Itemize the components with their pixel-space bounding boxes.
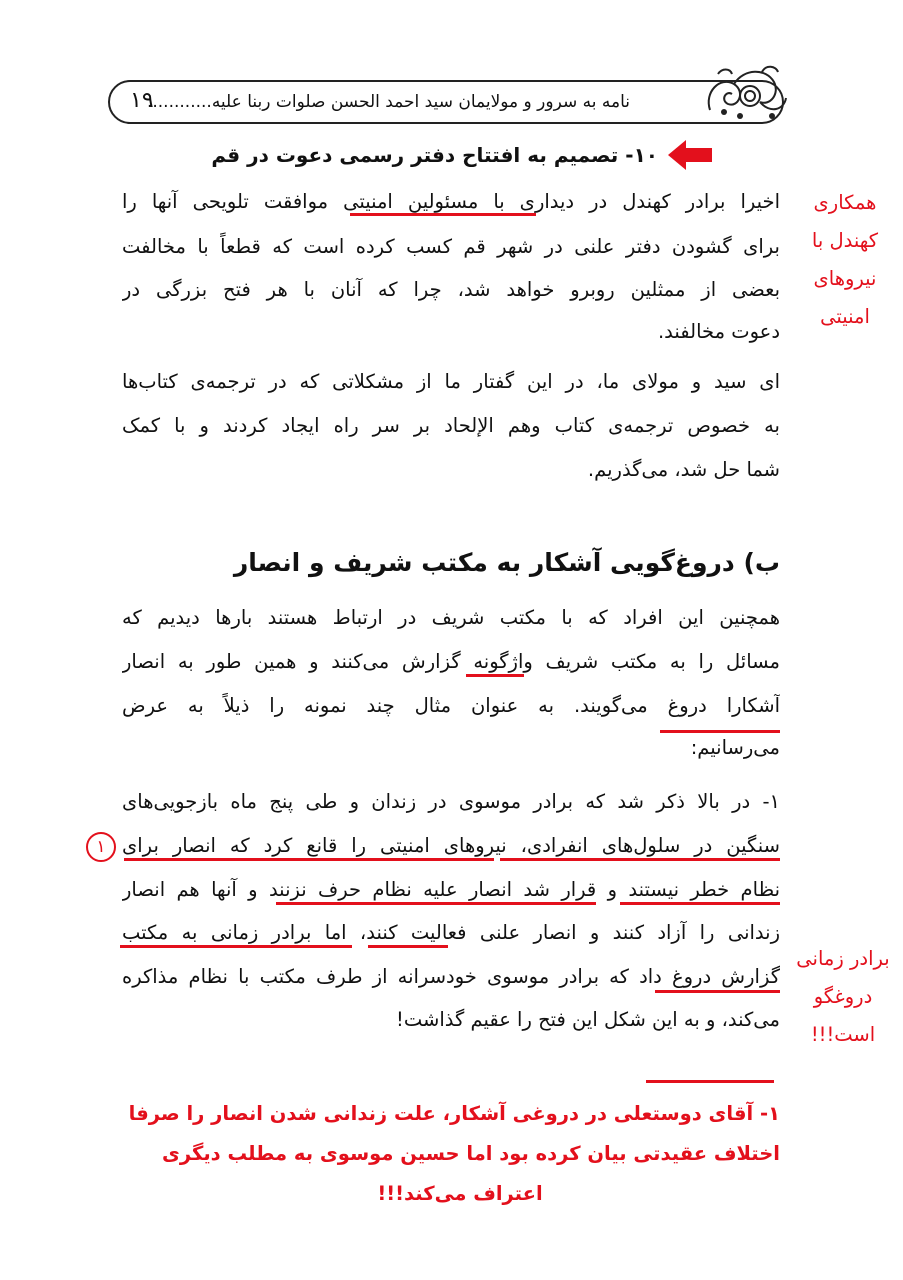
highlight-underline (368, 945, 448, 948)
highlight-underline (646, 1080, 774, 1083)
highlight-underline (660, 730, 780, 733)
section-10-heading: ۱۰- تصمیم به افتتاح دفتر رسمی دعوت در قم (211, 143, 658, 167)
body-line: بعضی از ممثلین روبرو خواهد شد، چرا که آنان با هر فتح بزرگی در (122, 278, 780, 301)
note-line: نیروهای (813, 267, 877, 290)
body-line: اخیرا برادر کهندل در دیداری با مسئولین امنیتی موافقت تلویحی آنها را (122, 190, 780, 213)
body-line: برای گشودن دفتر علنی در شهر قم کسب کرده است که قطعاً با مخالفت (122, 235, 780, 258)
highlight-underline (466, 674, 524, 677)
highlight-underline (124, 858, 494, 861)
page-number: ۱۹ (130, 88, 154, 113)
body-line: شما حل شد، می‌گذریم. (587, 458, 780, 481)
body-line: آشکارا دروغ می‌گویند. به عنوان مثال چند نمونه را ذیلاً به عرض (122, 694, 780, 717)
body-line: دعوت مخالفند. (657, 320, 780, 343)
footnote-line: اختلاف عقیدتی بیان کرده بود اما حسین موسوی به مطلب دیگری (161, 1142, 780, 1165)
highlight-underline (276, 902, 596, 905)
section-b-heading: ب) دروغ‌گویی آشکار به مکتب شریف و انصار (233, 548, 780, 577)
note-line: همکاری (813, 191, 877, 214)
note-line: دروغگو (813, 985, 873, 1008)
margin-note-zamani (788, 940, 898, 1054)
note-line: است!!! (810, 1023, 876, 1046)
body-line: همچنین این افراد که با مکتب شریف در ارتباط هستند بارها دیدیم که (122, 606, 780, 629)
footnote-line: ۱- آقای دوستعلی در دروغی آشکار، علت زندانی شدن انصار را صرفا (128, 1102, 780, 1125)
body-line: گزارش دروغ داد که برادر موسوی خودسرانه از طرف مکتب با نظام مذاکره (122, 965, 780, 988)
note-line: برادر زمانی (796, 947, 890, 970)
note-line: امنیتی (820, 305, 870, 328)
highlight-underline (500, 858, 780, 861)
arrow-left-icon (668, 140, 712, 170)
running-header-title: نامه به سرور و مولایمان سید احمد الحسن صلوات ربنا علیه............ (146, 92, 630, 112)
highlight-underline (620, 902, 780, 905)
body-line: به خصوص ترجمه‌ی کتاب وهم الإلحاد بر سر راه ایجاد کردند و با کمک (122, 414, 780, 437)
body-line: ۱- در بالا ذکر شد که برادر موسوی در زندان و طی پنج ماه بازجویی‌های (122, 790, 780, 813)
body-line: نظام خطر نیستند و قرار شد انصار علیه نظام حرف نزنند و آنها هم انصار (122, 878, 780, 901)
ornament-icon (700, 62, 790, 124)
margin-note-cooperation (795, 184, 895, 336)
body-line: می‌رسانیم: (690, 736, 780, 759)
footnote-line: اعتراف می‌کند!!! (377, 1182, 543, 1205)
body-line: می‌کند، و به این شکل این فتح را عقیم گذاشت! (396, 1008, 780, 1031)
footnote-marker: ۱ (86, 832, 116, 862)
body-line: سنگین در سلول‌های انفرادی، نیروهای امنیتی را قانع کرد که انصار برای (122, 834, 780, 857)
body-line: زندانی را آزاد کنند و انصار علنی فعالیت کنند، اما برادر زمانی به مکتب (122, 921, 780, 944)
highlight-underline (120, 945, 352, 948)
highlight-underline (350, 213, 536, 216)
note-line: کهندل با (811, 229, 879, 252)
body-line: ای سید و مولای ما، در این گفتار ما از مشکلاتی که در ترجمه‌ی کتاب‌ها (122, 370, 780, 393)
highlight-underline (655, 990, 780, 993)
body-line: مسائل را به مکتب شریف واژگونه گزارش می‌کنند و همین طور به انصار (122, 650, 780, 673)
